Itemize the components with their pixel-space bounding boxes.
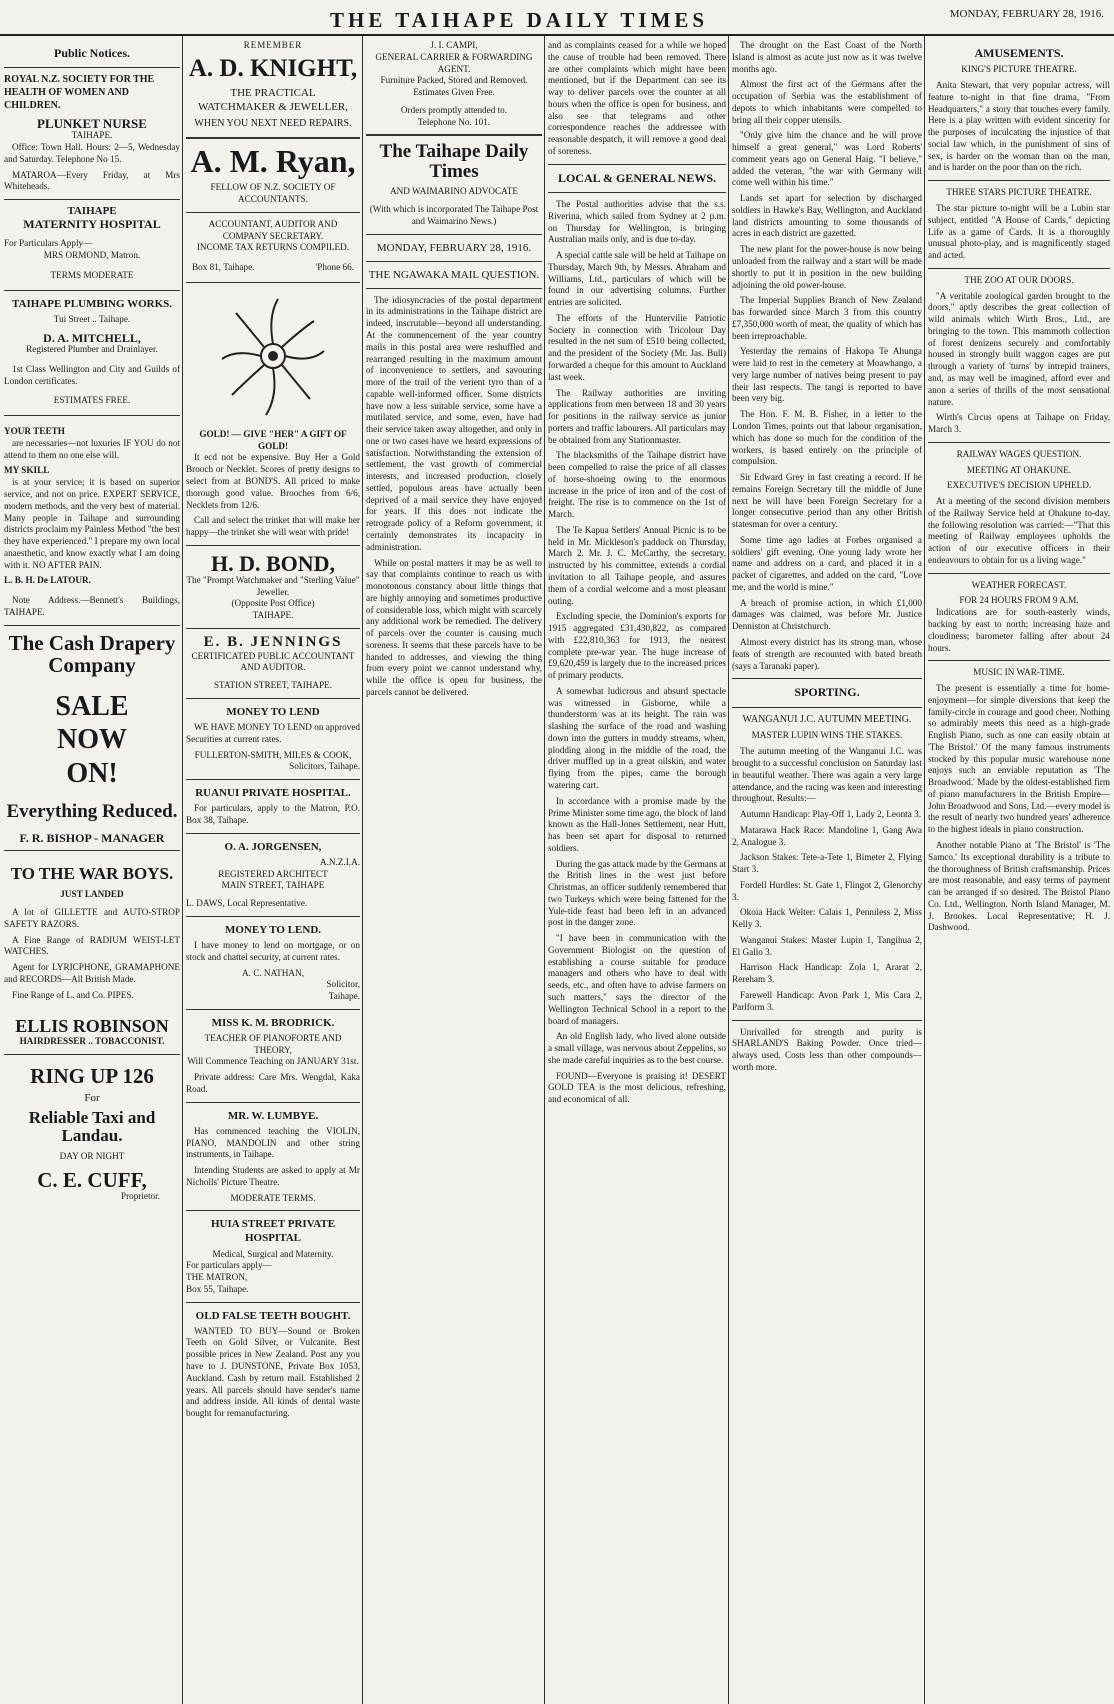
- wanganui-heading: WANGANUI J.C. AUTUMN MEETING.: [742, 713, 912, 725]
- news-blacksmiths: The blacksmiths of the Taihape district have been compelled to raise the price of all classes of horse-shoeing owing to the enormous increase in the price of iron and of the cost of freight. The rise is to commence on the 1st of March.: [548, 450, 726, 520]
- news-lands: Lands set apart for selection by discharged soldiers in Hawke's Bay, Wellington, and Auckland land districts amounting to some thousands of acres in each district are gazetted.: [732, 193, 922, 239]
- false-teeth-heading: OLD FALSE TEETH BOUGHT.: [195, 1309, 351, 1322]
- lumbye-terms: MODERATE TERMS.: [230, 1192, 316, 1203]
- railway-wages-body: At a meeting of the second division members of the Railway Service held at Ohakune to-day, the following resolution was carried:—"That this meeting of Railway employees upholds the action of our executive officers in their endeavours to obtain for us a living wage.": [928, 496, 1110, 565]
- nathan-solicitor: Solicitor,: [326, 979, 360, 990]
- news-cattle-sale: A special cattle sale will be held at Taihape on Thursday, March 9th, by Messrs. Abraham and Williams, Ltd., particulars of which will be found in our advertising columns. Further entries are solicited.: [548, 250, 726, 308]
- circus-opening: Wirth's Circus opens at Taihape on Friday, March 3.: [928, 412, 1110, 435]
- gold-body: It ecd not be expensive. Buy Her a Gold Brooch or Necklet. Scores of pretty designs to select from at BOND'S. All priced to make thorough good value. Brooches from 6/6, Necklets from 12/6.: [186, 452, 360, 510]
- maternity-title: TAIHAPE: [67, 205, 117, 218]
- huia-body: Medical, Surgical and Maternity.: [212, 1248, 334, 1259]
- money2-heading: MONEY TO LEND.: [224, 923, 322, 936]
- radium-ad: A Fine Range of RADIUM WEIST-LET WATCHES.: [4, 934, 180, 957]
- ngawaka-heading: THE NGAWAKA MAIL QUESTION.: [368, 268, 540, 281]
- fullerton-name: FULLERTON-SMITH, MILES & COOK,: [194, 749, 352, 760]
- bond-opposite: (Opposite Post Office): [231, 598, 315, 609]
- skill-body: is at your service; it is based on superior service, and not on price. EXPERT SERVICE, modern methods, and the very best of material. Many people in Taihape and surrounding districts proclaim my Painless Method "the best they have experienced." I prepare my own local anaesthetic, and know exactly what I am doing with it. NO AFTER PAIN.: [4, 477, 180, 570]
- false-teeth-body: WANTED TO BUY—Sound or Broken Teeth on Gold Silver, or Vulcanite. Best possible prices in New Zealand. Post any you have to J. DUNSTONE, Private Box 1053, Auckland. Cash by return mail. Established 2 years. All parcels should have sender's name and address inside. All kinds of dental waste bought for remanufacturing.: [186, 1325, 360, 1419]
- editorial-p2: While on postal matters it may be as well to say that complaints continue to reach us with monotonous constancy about little things that are highly annoying and sometimes productive of considerable loss, which might with scarcely any additional work be remedied. The delivery of parcels over the counter is causing much soreness. It seems that these parcels have to be handed to addresses, and viewing the thing from every point we cannot understand why, while the office is open for business, the parcels cannot be delivered.: [366, 557, 542, 697]
- mitchell-sub: Registered Plumber and Drainlayer.: [26, 344, 158, 355]
- weather-body: Indications are for south-easterly winds, backing by east to north; increasing haze and cloudiness; barometer falling after about 24 hours.: [928, 607, 1110, 653]
- column-1: [4, 40, 180, 1700]
- ryan-name: A. M. Ryan,: [190, 142, 356, 179]
- column-divider: [362, 36, 363, 1704]
- money2-body: I have money to lend on mortgage, or on stock and chattel security, at current rates.: [186, 939, 360, 962]
- race-result-1: Autumn Handicap: Play-Off 1, Lady 2, Leonta 3.: [740, 809, 921, 820]
- lumbye-apply: Intending Students are asked to apply at Mr Nicholls' Picture Theatre.: [186, 1165, 360, 1187]
- cash-drapery-2: Company: [48, 652, 136, 677]
- ryan-accountant: ACCOUNTANT, AUDITOR AND COMPANY SECRETARY.: [208, 218, 338, 241]
- column-4: [548, 40, 726, 1700]
- latour-address: Note Address.—Bennett's Buildings, TAIHAPE.: [4, 595, 180, 617]
- race-result-5: Okoia Hack Welter: Calais 1, Penniless 2, Miss Kelly 3.: [732, 907, 922, 930]
- baking-powder-ad: Unrivalled for strength and purity is SHARLAND'S Baking Powder. Once tried—always used. Costs less than other compounds—worth more.: [732, 1026, 922, 1072]
- weather-heading: WEATHER FORECAST.: [971, 579, 1067, 590]
- kings-theatre-body: Anita Stewart, that very popular actress, will feature to-night in that fine drama, "From Headquarters," a story that touches every family. Here is a play written with evident sincerity for the purposes of inculcating the injustice of that social law which, in the punishment of sins of sex, is harder on the woman than on the man, and is harder on the poor than on the rich.: [928, 80, 1110, 173]
- race-intro: The autumn meeting of the Wanganui J.C. was brought to a successful conclusion on Saturday last in beautiful weather. There was again a very large attendance, and the racing was keen and interesting throughout. Results:—: [732, 746, 922, 804]
- news-english-lady: An old English lady, who lived alone outside a small village, was nervous about Zeppelins, so she made careful inquiries as to the best course.: [548, 1031, 726, 1065]
- bishop-manager: F. R. BISHOP - MANAGER: [19, 830, 165, 845]
- music-heading: MUSIC IN WAR-TIME.: [973, 667, 1065, 678]
- sale-word-3: ON!: [66, 757, 118, 789]
- news-power-house: The new plant for the power-house is now being unloaded from the railway and a start will be made shortly to put it in position in the new building adjoining the old power-house.: [732, 244, 922, 290]
- ring-up: RING UP 126: [30, 1064, 154, 1089]
- column-divider: [924, 36, 925, 1704]
- fullerton-solicitors: Solicitors, Taihape.: [289, 761, 360, 772]
- sale-word-2: NOW: [57, 724, 127, 756]
- teeth-heading: YOUR TEETH: [4, 426, 65, 437]
- estimates-free: ESTIMATES FREE.: [53, 395, 131, 406]
- jorgensen-street: MAIN STREET, TAIHAPE: [221, 880, 325, 891]
- sporting-heading: SPORTING.: [794, 685, 860, 700]
- teeth-body: are necessaries—not luxuries IF YOU do not attend to them no one else will.: [4, 437, 180, 460]
- knight-watchmaker: WATCHMAKER & JEWELLER,: [197, 100, 348, 113]
- cuff-name: C. E. CUFF,: [37, 1167, 147, 1192]
- zoo-body: "A veritable zoological garden brought to the doors," aptly describes the great collection of wild animals which Wirth Bros., Ltd., are bringing to the town. This mammoth collection of forest denizens securely and comfortably housed in strongly built waggon cages are put through a variety of 'turns' by intrepid trainers, and, as may well be imagined, afford ever and anon a series of thrills of the most sensational nature.: [928, 290, 1110, 407]
- campi-orders: Orders promptly attended to.: [400, 104, 508, 115]
- news-hunterville: The efforts of the Huntervilie Patriotic Society in connection with Tricolour Day resulted in the net sum of £510 being collected, and the president of the Society (Mr. Jas. Bull) forwarded a cheque for this amount to Auckland last week.: [548, 312, 726, 382]
- bond-sub: The "Prompt Watchmaker and "Sterling Value" Jeweller.: [186, 574, 360, 597]
- plumbing-street: Tui Street .. Taihape.: [53, 313, 131, 324]
- just-landed: JUST LANDED: [60, 889, 124, 900]
- maternity-apply: For Particulars Apply—: [4, 238, 93, 249]
- paper-name: The Taihape Daily Times: [379, 141, 529, 183]
- sale-word-1: SALE: [55, 690, 129, 722]
- paper-incorporated: (With which is incorporated The Taihape Post and Waimarino News.): [369, 204, 539, 226]
- race-result-7: Harrison Hack Handicap: Zola 1, Ararat 2, Rereham 3.: [732, 962, 922, 985]
- railway-wages-heading: RAILWAY WAGES QUESTION.: [956, 448, 1082, 459]
- plunket-heading: PLUNKET NURSE: [37, 115, 147, 131]
- music-body-1: The present is essentially a time for home-enjoyment—for simple diversions that keep the family-circle in courage and good cheer. Nothing so admirably meets this need as a high-grade English Piano, such as one can easily obtain at 'The Bristol.' Of the many famous instruments stocked by this popular music warehouse none enjoys such an enviable reputation as 'The Broadwood.' Made by the oldest-established firm of piano manufacturers in the British Empire—John Broadwood and Sons, Ltd.—every model is the result of nearly two hundred years' adherence to the highest ideals in piano construction.: [928, 683, 1110, 835]
- news-fisher: The Hon. F. M. B. Fisher, in a letter to the London Times, points out that labour organisation, which has done so much for the condition of the workers, is based entirely on the principle of compulsion.: [732, 409, 922, 467]
- music-body-2: Another notable Piano at 'The Bristol' is 'The Samco.' Its exceptional durability is a tribute to the thoroughness of British craftsmanship. Prices are most reasonable, and easy terms of payment can be arranged if so desired. The Bristol Piano Co. Ltd., Wellington. North Island Manager, M. J. Brookes. Local Representative; H. J. Dashwood.: [928, 840, 1110, 933]
- everything-reduced: Everything Reduced.: [6, 800, 178, 822]
- editorial-continued: and as complaints ceased for a while we hoped the cause of trouble had been removed. There are other complaints which might have been mentioned, but if the Department can see its way to deliver parcels over the counter at all hours when the office is open for business, and also see that telegrams and other correspondence reaches the addressee with reasonable despatch, it will remove a good deal of soreness.: [548, 40, 726, 156]
- news-gisborne: A somewhat ludicrous and absurd spectacle was witnessed in Gisborne, while a thunderstorm was at its height. The rain was slashing the surface of the road and washing down into the gutters in muddy streams, when, plodding along in the middle of the road, the driver muffled up in a great oilskin, and water flying from the pipes, came the borough watering cart.: [548, 685, 726, 790]
- lyricphone-ad: Agent for LYRICPHONE, GRAMAPHONE and RECORDS—All British Made.: [4, 962, 180, 984]
- brodrick-name: MISS K. M. BRODRICK.: [211, 1016, 335, 1029]
- ellis-robinson: ELLIS ROBINSON: [15, 1016, 169, 1037]
- ryan-fellow: FELLOW OF N.Z. SOCIETY OF ACCOUNTANTS.: [210, 182, 336, 205]
- column-6: [928, 40, 1110, 1700]
- mitchell-certificates: 1st Class Wellington and City and Guilds of London certificates.: [4, 363, 180, 386]
- news-railway-applications: The Railway authorities are inviting applications from men between 18 and 30 years for positions in the railway service as junior porters and traffic labourers. All particulars may be obtained from any Stationmaster.: [548, 387, 726, 445]
- campi-furniture: Furniture Packed, Stored and Removed.: [380, 75, 528, 86]
- ryan-income-tax: INCOME TAX RETURNS COMPILED.: [196, 242, 350, 253]
- editorial-p1: The idiosyncracies of the postal department in its administrations in the Taihape district are indeed, inscrutable—beyond all understanding. At the commencement of the year country mails in this postal area were reshuffled and rearranged resulting in the maximum amount of inconvenience to settlers, and savouring more of the trail of the verient tyro than of a capable well-informed officer. Some districts have now a less suitable service, some have a mutilated service, and some, even, have had their service taken away altogether, and only in one or two cases have we heard expressions of satisfaction. Notwithstanding the extension of settlement, the vast growth of commercial interests, and increased production, closely settled, populous areas have actually been deprived of a mail service they have enjoyed for years. If this does not indicate the retrograde policy of a Reform government, it certainly demonstrates its incapacity in administration.: [366, 294, 542, 552]
- three-stars-heading: THREE STARS PICTURE THEATRE.: [946, 187, 1092, 198]
- executive-heading: EXECUTIVE'S DECISION UPHELD.: [946, 480, 1092, 491]
- ring-for: For: [84, 1092, 100, 1105]
- brodrick-will: Will Commence Teaching on JANUARY 31st.: [187, 1056, 359, 1067]
- jorgensen-anzia: A.N.Z.I.A.: [319, 856, 360, 867]
- ryan-box: Box 81, Taihape.: [192, 262, 255, 273]
- maternity-matron: MRS ORMOND, Matron.: [43, 250, 141, 261]
- skill-heading: MY SKILL: [4, 465, 50, 476]
- reliable-taxi: Reliable Taxi and: [28, 1108, 156, 1128]
- jorgensen-name: O. A. JORGENSEN,: [224, 840, 322, 853]
- news-gas-attack: During the gas attack made by the Germans at the British lines in the west just before Christmas, an officer suddenly remembered that two Turkeys which were being fattened for the Yule-tide feast had been left in an advanced post in the danger zone.: [548, 858, 726, 928]
- knight-practical: THE PRACTICAL: [230, 86, 316, 99]
- brodrick-address: Private address: Care Mrs. Wengdal, Kaka Road.: [186, 1072, 360, 1094]
- news-strong-man: Almost every district has its strong man, whose feats of strength are recounted with bated breath (says a Taranaki paper).: [732, 636, 922, 671]
- lumbye-body: Has commenced teaching the VIOLIN, PIANO, MANDOLIN and other string instruments, in Taihape.: [186, 1125, 360, 1160]
- column-divider: [544, 36, 545, 1704]
- campi-telephone: Telephone No. 101.: [417, 116, 491, 127]
- huia-apply: For particulars apply—: [186, 1260, 272, 1271]
- lupin-heading: MASTER LUPIN WINS THE STAKES.: [751, 730, 903, 741]
- news-exports: Excluding specie, the Dominion's exports for 1915 aggregated £31,430,822, as compared with £22,810,363 for 1913, the nearest complete pre-war year. The huge increase of £9,620,459 is largely due to the increased prices of primary products.: [548, 611, 726, 681]
- news-hall-jones: In accordance with a promise made by the Prime Minister some time ago, the block of land known as the Hall-Jones Settlement, near Hutt, has been set apart for disposal to returned soldiers.: [548, 795, 726, 853]
- news-haig: "Only give him the chance and he will prove himself a great general," was Lord Roberts' comment years ago on General Haig. "I believe," added the veteran, "the war with Germany will come well within his time.": [732, 130, 922, 188]
- news-imperial-supplies: The Imperial Supplies Branch of New Zealand has forwarded since March 3 from this country £7,350,000 worth of meat, the quality of which has been irreproachable.: [732, 295, 922, 341]
- desert-gold-tea: FOUND—Everyone is praising it! DESERT GOLD TEA is the most delicious, refreshing, and economical of all.: [548, 1070, 726, 1105]
- kings-theatre-heading: KING'S PICTURE THEATRE.: [961, 64, 1077, 75]
- race-result-6: Wanganui Stakes: Master Lupin 1, Tangihua 2, El Gallo 3.: [732, 934, 922, 957]
- bond-name: H. D. BOND,: [210, 550, 336, 576]
- column-divider: [728, 36, 729, 1704]
- campi-estimates: Estimates Given Free.: [413, 87, 495, 98]
- knight-repairs: WHEN YOU NEXT NEED REPAIRS.: [194, 117, 352, 129]
- gillette-ad: A lot of GILLETTE and AUTO-STROP SAFETY RAZORS.: [4, 907, 180, 929]
- jennings-name: E. B. JENNINGS: [203, 633, 343, 650]
- issue-date: MONDAY, FEBRUARY 28, 1916.: [949, 8, 1104, 20]
- jennings-sub: CERTIFICATED PUBLIC ACCOUNTANT AND AUDITOR.: [191, 650, 355, 673]
- remember: REMEMBER: [243, 40, 303, 50]
- editorial-date: MONDAY, FEBRUARY 28, 1916.: [376, 241, 532, 254]
- royal-society-notice: ROYAL N.Z. SOCIETY FOR THE HEALTH OF WOMEN AND CHILDREN.: [4, 74, 155, 111]
- local-general-heading: LOCAL & GENERAL NEWS.: [557, 170, 717, 185]
- news-forbes: Some time ago ladies at Forbes organised a soldiers' gift evening. One young lady wrote her name and address on a card, and placed it in a packet of cigarettes, and added on the card, "Love me, and the world is mine.": [732, 534, 922, 592]
- war-boys-heading: TO THE WAR BOYS.: [10, 864, 174, 884]
- paper-advocate: AND WAIMARINO ADVOCATE: [390, 186, 518, 197]
- column-5: [732, 40, 922, 1700]
- day-or-night: DAY OR NIGHT: [59, 1150, 125, 1161]
- ryan-phone: 'Phone 66.: [315, 262, 354, 273]
- column-3: [366, 40, 542, 1700]
- column-2: [186, 40, 360, 1700]
- news-hakopa: Yesterday the remains of Hakopa Te Ahunga were laid to rest in the cemetery at Moawhango, a very large number of natives being present to pay their last respects. The tangi is reported to have been very big.: [732, 346, 922, 404]
- hairdresser: HAIRDRESSER .. TOBACCONIST.: [19, 1036, 165, 1047]
- cash-drapery-1: The Cash Drapery: [8, 630, 176, 655]
- zoo-heading: THE ZOO AT OUR DOORS.: [964, 274, 1074, 285]
- race-result-8: Farewell Handicap: Avon Park 1, Mis Cara 2, Parlform 3.: [732, 989, 922, 1012]
- daws-representative: L. DAWS, Local Representative.: [186, 898, 308, 909]
- newspaper-title: THE TAIHAPE DAILY TIMES: [330, 8, 709, 32]
- ruanui-body: For particulars, apply to the Matron, P.O. Box 38, Taihape.: [186, 803, 360, 825]
- masthead-rule: [0, 34, 1114, 36]
- weather-hours: FOR 24 HOURS FROM 9 A.M.: [959, 595, 1079, 606]
- nathan-town: Taihape.: [328, 991, 360, 1002]
- latour-name: L. B. H. De LATOUR.: [4, 575, 91, 586]
- news-serbia: Almost the first act of the Germans after the occupation of Serbia was the establishment of depots to which inhabitants were compelled to bring all their copper utensils.: [732, 79, 922, 125]
- mataroa-note: MATAROA—Every Friday, at Mrs Whiteheads.: [4, 169, 180, 192]
- gold-call: Call and select the trinket that will make her happy—the trinket she will wear with pride!: [186, 515, 360, 538]
- amusements-heading: AMUSEMENTS.: [974, 46, 1064, 60]
- campi-name: J. I. CAMPI,: [430, 40, 478, 50]
- news-grey: Sir Edward Grey in fast creating a record. If he remains Foreign Secretary till the middle of June next he will have been Foreign Secretary for a longer consecutive period than any other British statesman for over a century.: [732, 472, 922, 530]
- bond-town: TAIHAPE.: [252, 610, 294, 621]
- campi-sub: GENERAL CARRIER & FORWARDING AGENT.: [375, 51, 533, 74]
- landau: Landau.: [61, 1126, 123, 1146]
- money-lend-body: WE HAVE MONEY TO LEND on approved Securities at current rates.: [186, 722, 360, 744]
- race-result-2: Matarawa Hack Race: Mandoline 1, Gang Awa 2, Analogue 3.: [732, 824, 922, 847]
- maternity-subtitle: MATERNITY HOSPITAL: [23, 216, 161, 231]
- column-divider: [182, 36, 183, 1704]
- money-lend-heading: MONEY TO LEND: [226, 706, 320, 718]
- gold-heading: GOLD! — GIVE "HER" A GIFT OF GOLD!: [199, 428, 347, 451]
- plumbing-heading: TAIHAPE PLUMBING WORKS.: [11, 297, 173, 310]
- jorgensen-architect: REGISTERED ARCHITECT: [218, 868, 328, 879]
- knight-name: A. D. KNIGHT,: [188, 54, 358, 82]
- huia-matron: THE MATRON,: [186, 1272, 248, 1283]
- huia-box: Box 55, Taihape.: [186, 1283, 249, 1294]
- pipes-ad: Fine Range of L. and Co. PIPES.: [12, 989, 134, 1000]
- nathan-name: A. C. NATHAN,: [241, 967, 304, 978]
- news-drought: The drought on the East Coast of the North Island is almost as acute just now as it was twelve months ago.: [732, 40, 922, 74]
- news-biologist: "I have been in communication with the Government Biologist on the question of establishing a course suitable for produce managers and others who have to deal with seeds, etc., and often have to advise farmers on such matters," says the director of the Wellington Technical School in a report to the board of managers.: [548, 933, 726, 1026]
- masthead: [0, 0, 1114, 34]
- plunket-town: TAIHAPE.: [71, 130, 113, 141]
- news-riverina: The Postal authorities advise that the s.s. Riverina, which sailed from Sydney at 2 p.m. on Thursday for Wellington, is bringing Australian mails only, and is due to-day.: [548, 199, 726, 245]
- mitchell-name: D. A. MITCHELL,: [43, 330, 141, 345]
- lumbye-name: MR. W. LUMBYE.: [227, 1109, 319, 1122]
- brodrick-sub: TEACHER OF PIANOFORTE AND THEORY,: [204, 1032, 342, 1055]
- race-result-4: Fordell Hurdles: St. Gate 1, Flingot 2, Glenorchy 3.: [732, 879, 922, 902]
- maternity-terms: TERMS MODERATE: [50, 269, 134, 280]
- huia-heading: HUIA STREET PRIVATE HOSPITAL: [210, 1218, 336, 1245]
- race-result-3: Jackson Stakes: Tete-a-Tete 1, Bimeter 2, Flying Start 3.: [732, 852, 922, 875]
- news-te-kapua: The Te Kapua Settlers' Annual Picnic is to be held in Mr. Mickleson's paddock on Thursday, March 2. Mr. J. C. McCarthy, the secretary, instructed by his committee, extends a cordial invitation to all Taihape people, and assures them of a cordial welcome and a most pleasant outing.: [548, 524, 726, 606]
- ohakune-heading: MEETING AT OHAKUNE.: [966, 464, 1072, 475]
- ruanui-heading: RUANUI PRIVATE HOSPITAL.: [195, 787, 351, 800]
- public-notices-heading: Public Notices.: [54, 46, 130, 60]
- plunket-office: Office: Town Hall. Hours: 2—5, Wednesday and Saturday. Telephone No 15.: [4, 142, 180, 164]
- jennings-station: STATION STREET, TAIHAPE.: [213, 680, 333, 691]
- cuff-proprietor: Proprietor.: [120, 1190, 160, 1201]
- brooch-ornament-icon: [218, 291, 328, 421]
- news-breach: A breach of promise action, in which £1,000 damages was claimed, was before Mr. Justice Denniston at Christchurch.: [732, 597, 922, 632]
- three-stars-body: The star picture to-night will be a Lubin star subject, entitled "A House of Cards," depicting Life as a game of Cards. It is a thoroughly unusual photo-play, and is magnificently staged and acted.: [928, 203, 1110, 261]
